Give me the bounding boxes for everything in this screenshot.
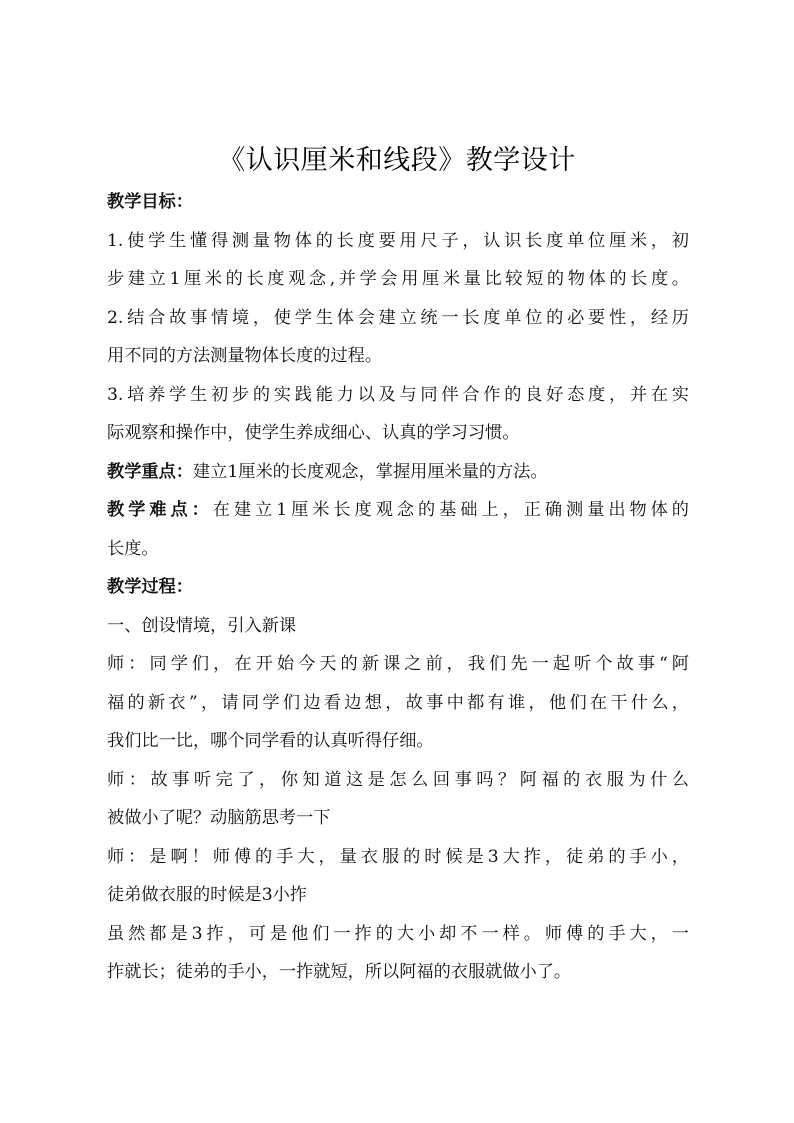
paragraph-1-line-3: 我们比一比，哪个同学看的认真听得仔细。 bbox=[107, 731, 434, 751]
difficulties-label: 教学难点： bbox=[107, 500, 213, 520]
difficulties-text: 在建立1厘米长度观念的基础上，正确测量出物体的 bbox=[212, 500, 689, 520]
paragraph-4-line-1: 虽然都是3拃，可是他们一拃的大小却不一样。师傅的手大，一 bbox=[107, 923, 689, 944]
objective-2-line-2: 用不同的方法测量物体长度的过程。 bbox=[107, 346, 383, 366]
document-body bbox=[107, 183, 689, 992]
paragraph-3-line-2: 徒弟做衣服的时候是3小拃 bbox=[107, 885, 307, 905]
process-heading: 教学过程： bbox=[107, 577, 193, 597]
paragraph-3-line-1: 师：是啊！师傅的手大，量衣服的时候是3大拃，徒弟的手小， bbox=[107, 846, 689, 867]
document-title: 《认识厘米和线段》教学设计 bbox=[218, 145, 576, 176]
paragraph-2-line-1: 师：故事听完了，你知道这是怎么回事吗？阿福的衣服为什么 bbox=[107, 769, 689, 790]
objective-1-line-1: 1.使学生懂得测量物体的长度要用尺子，认识长度单位厘米，初 bbox=[107, 230, 689, 251]
objective-3-line-2: 际观察和操作中，使学生养成细心、认真的学习习惯。 bbox=[107, 423, 520, 443]
key-points-paragraph bbox=[107, 453, 689, 492]
paragraph-1-line-1: 师：同学们，在开始今天的新课之前，我们先一起听个故事“阿 bbox=[107, 654, 689, 674]
paragraph-2-line-2: 被做小了呢？动脑筋思考一下 bbox=[107, 808, 331, 828]
difficulties-line-2: 长度。 bbox=[107, 538, 159, 559]
objective-1-line-2: 步建立1厘米的长度观念,并学会用厘米量比较短的物体的长度。 bbox=[107, 269, 689, 289]
key-points-text: 建立1厘米的长度观念，掌握用厘米量的方法。 bbox=[192, 461, 548, 482]
difficulties-line-1 bbox=[107, 491, 689, 530]
objectives-heading: 教学目标： bbox=[107, 192, 193, 212]
objective-2-line-1: 2.结合故事情境，使学生体会建立统一长度单位的必要性，经历 bbox=[107, 307, 689, 328]
paragraph-4-line-2: 拃就长；徒弟的手小，一拃就短，所以阿福的衣服就做小了。 bbox=[107, 962, 572, 982]
paragraph-1-line-2: 福的新衣”，请同学们边看边想，故事中都有谁，他们在干什么， bbox=[107, 692, 689, 713]
section-1-heading: 一、创设情境，引入新课 bbox=[107, 615, 297, 636]
objective-3-line-1: 3.培养学生初步的实践能力以及与同伴合作的良好态度，并在实 bbox=[107, 384, 689, 405]
key-points-label: 教学重点： bbox=[107, 461, 193, 482]
